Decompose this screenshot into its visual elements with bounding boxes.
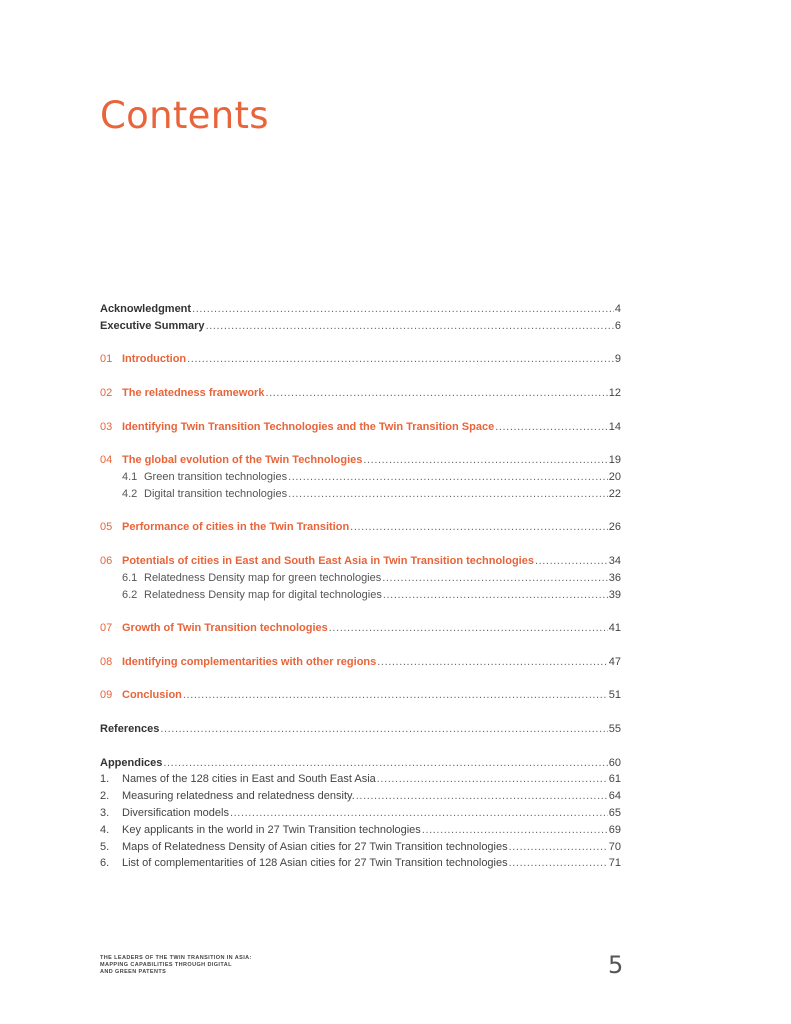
toc-page-number: 39 — [608, 588, 621, 601]
chapter-number: 03 — [100, 420, 113, 433]
toc-entry-label: Names of the 128 cities in East and South East Asia — [122, 773, 376, 786]
appendix-number: 4. — [100, 823, 110, 836]
toc-entry-label: Appendices — [100, 756, 163, 769]
dot-leader — [382, 570, 608, 587]
chapter-number: 07 — [100, 622, 113, 635]
toc-page-number: 9 — [614, 353, 621, 366]
appendix-number: 5. — [100, 840, 110, 853]
toc-page-number: 36 — [608, 571, 621, 584]
toc-page-number: 64 — [608, 790, 621, 803]
dot-leader — [377, 771, 608, 788]
footer-line: AND GREEN PATENTS — [100, 969, 167, 975]
toc-entry-label: Measuring relatedness and relatedness density. — [122, 790, 355, 803]
toc-page-number: 19 — [608, 454, 621, 467]
dot-leader — [163, 755, 607, 772]
toc-page-number: 60 — [608, 756, 621, 769]
footer-publication-title — [100, 955, 252, 976]
dot-leader — [422, 822, 608, 839]
toc-chapter-03[interactable] — [100, 419, 621, 436]
toc-entry-label: Executive Summary — [100, 319, 205, 332]
dot-leader — [230, 805, 608, 822]
chapter-number: 08 — [100, 655, 113, 668]
toc-chapter-04[interactable] — [100, 452, 621, 469]
table-of-contents — [100, 301, 621, 872]
toc-appendix-4[interactable] — [100, 822, 621, 839]
dot-leader — [509, 855, 608, 872]
toc-page-number: 55 — [608, 722, 621, 735]
toc-chapter-08[interactable] — [100, 654, 621, 671]
toc-entry-label: Growth of Twin Transition technologies — [122, 622, 328, 635]
toc-page-number: 22 — [608, 487, 621, 500]
dot-leader — [192, 301, 614, 318]
toc-section-6-1[interactable] — [100, 570, 621, 587]
toc-section-6-2[interactable] — [100, 587, 621, 604]
toc-page-number: 34 — [608, 554, 621, 567]
toc-entry-label: Digital transition technologies — [144, 487, 288, 500]
toc-page-number: 41 — [608, 622, 621, 635]
page-title: Contents — [100, 94, 269, 137]
toc-chapter-02[interactable] — [100, 385, 621, 402]
toc-entry-acknowledgment[interactable] — [100, 301, 621, 318]
toc-chapter-05[interactable] — [100, 519, 621, 536]
dot-leader — [535, 553, 608, 570]
toc-entry-label: Introduction — [122, 353, 187, 366]
toc-entry-label: Acknowledgment — [100, 303, 192, 315]
toc-appendix-1[interactable] — [100, 771, 621, 788]
toc-appendix-5[interactable] — [100, 839, 621, 856]
dot-leader — [356, 788, 608, 805]
toc-appendix-3[interactable] — [100, 805, 621, 822]
toc-entry-label: Potentials of cities in East and South East Asia in Twin Transition technologies — [122, 554, 534, 567]
toc-entry-label: Relatedness Density map for green technologies — [144, 571, 382, 584]
toc-entry-appendices[interactable] — [100, 755, 621, 772]
toc-entry-label: Key applicants in the world in 27 Twin Transition technologies — [122, 823, 421, 836]
toc-page-number: 51 — [608, 689, 621, 702]
toc-entry-label: Performance of cities in the Twin Transition — [122, 521, 350, 534]
footer-line: THE LEADERS OF THE TWIN TRANSITION IN ASIA: — [100, 955, 252, 961]
toc-entry-label: References — [100, 722, 160, 735]
dot-leader — [350, 519, 608, 536]
toc-page-number: 4 — [614, 303, 621, 315]
section-number: 4.1 — [122, 470, 138, 483]
toc-section-4-1[interactable] — [100, 469, 621, 486]
dot-leader — [288, 469, 608, 486]
dot-leader — [187, 351, 614, 368]
dot-leader — [329, 620, 608, 637]
toc-page-number: 61 — [608, 773, 621, 786]
dot-leader — [495, 419, 608, 436]
chapter-number: 04 — [100, 454, 113, 467]
dot-leader — [509, 839, 608, 856]
dot-leader — [265, 385, 607, 402]
dot-leader — [288, 486, 608, 503]
dot-leader — [377, 654, 607, 671]
toc-entry-label: Identifying complementarities with other regions — [122, 655, 377, 668]
appendix-number: 2. — [100, 790, 110, 803]
page-number: 5 — [608, 951, 624, 979]
section-number: 6.2 — [122, 588, 138, 601]
toc-chapter-01[interactable] — [100, 351, 621, 368]
toc-page-number: 26 — [608, 521, 621, 534]
toc-entry-label: Identifying Twin Transition Technologies and the Twin Transition Space — [122, 420, 495, 433]
appendix-number: 3. — [100, 806, 110, 819]
chapter-number: 05 — [100, 521, 113, 534]
footer-line: MAPPING CAPABILITIES THROUGH DIGITAL — [100, 962, 232, 968]
toc-page-number: 47 — [608, 655, 621, 668]
toc-entry-label: The global evolution of the Twin Technologies — [122, 454, 363, 467]
appendix-number: 1. — [100, 773, 110, 786]
toc-page-number: 14 — [608, 420, 621, 433]
toc-page-number: 70 — [608, 840, 621, 853]
toc-page-number: 12 — [608, 386, 621, 399]
dot-leader — [363, 452, 607, 469]
toc-chapter-06[interactable] — [100, 553, 621, 570]
dot-leader — [206, 318, 614, 335]
toc-entry-label: Green transition technologies — [144, 470, 288, 483]
chapter-number: 09 — [100, 689, 113, 702]
toc-entry-label: The relatedness framework — [122, 386, 265, 399]
section-number: 6.1 — [122, 571, 138, 584]
toc-entry-label: Relatedness Density map for digital technologies — [144, 588, 382, 601]
toc-page-number: 6 — [614, 319, 621, 332]
toc-appendix-2[interactable] — [100, 788, 621, 805]
toc-entry-label: Maps of Relatedness Density of Asian cities for 27 Twin Transition technologies — [122, 840, 508, 853]
toc-entry-label: Diversification models — [122, 806, 229, 819]
toc-chapter-09[interactable] — [100, 687, 621, 704]
toc-page-number: 65 — [608, 806, 621, 819]
toc-page-number: 69 — [608, 823, 621, 836]
appendix-number: 6. — [100, 857, 110, 870]
dot-leader — [160, 721, 607, 738]
chapter-number: 06 — [100, 554, 113, 567]
toc-entry-executive-summary[interactable] — [100, 318, 621, 335]
dot-leader — [383, 587, 608, 604]
toc-page-number: 20 — [608, 470, 621, 483]
toc-entry-label: Conclusion — [122, 689, 182, 702]
toc-section-4-2[interactable] — [100, 486, 621, 503]
toc-entry-references[interactable] — [100, 721, 621, 738]
dot-leader — [183, 687, 608, 704]
section-number: 4.2 — [122, 487, 138, 500]
toc-entry-label: List of complementarities of 128 Asian cities for 27 Twin Transition technologies — [122, 857, 508, 870]
chapter-number: 02 — [100, 386, 113, 399]
toc-page-number: 71 — [608, 857, 621, 870]
chapter-number: 01 — [100, 353, 113, 366]
toc-appendix-6[interactable] — [100, 855, 621, 872]
toc-chapter-07[interactable] — [100, 620, 621, 637]
